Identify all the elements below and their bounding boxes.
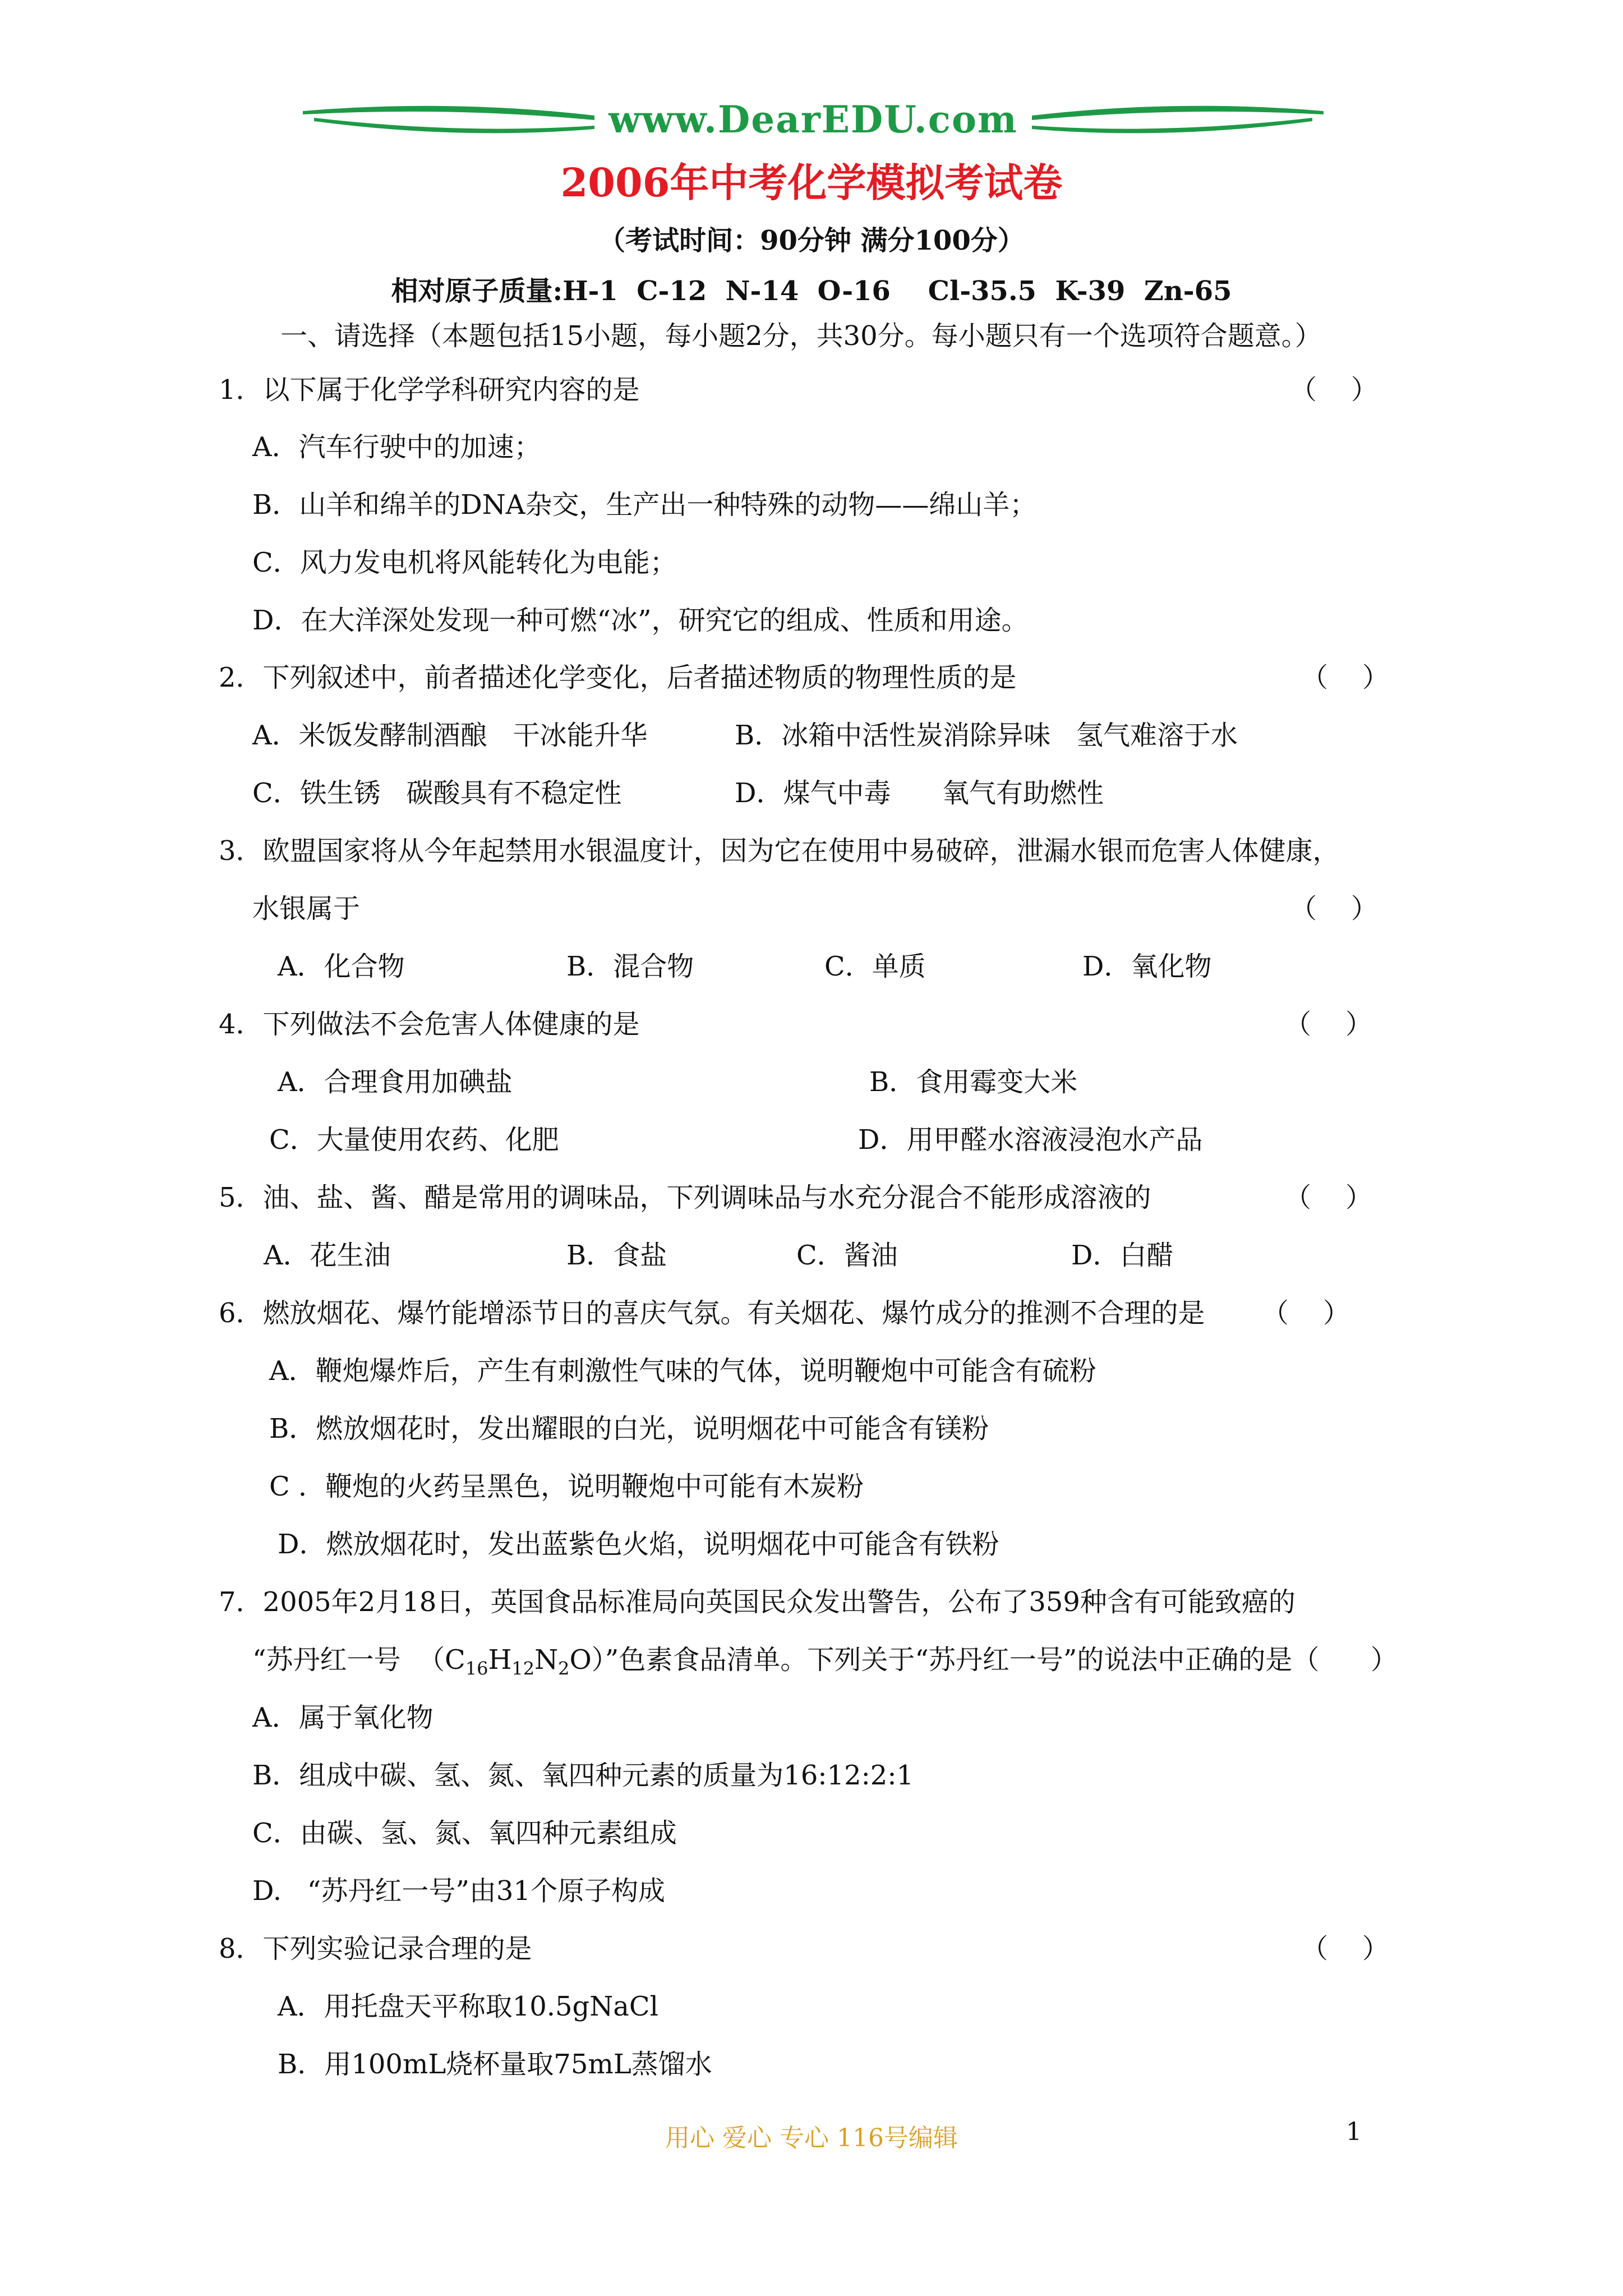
question-7-stem: 7．2005年2月18日，英国食品标准局向英国民众发出警告，公布了359种含有可能致癌的 [219,1586,1295,1618]
answer-blank: （ ） [1262,1297,1350,1329]
answer-blank: （ ） [1290,374,1378,406]
answer-blank: （ ） [1301,662,1390,693]
option: B．冰箱中活性炭消除异味 氢气难溶于水 [735,720,1238,751]
page-title: 2006年中考化学模拟考试卷 [560,159,1063,206]
option: B．用100mL烧杯量取75mL蒸馏水 [278,2049,712,2080]
option: B．燃放烟花时，发出耀眼的白光，说明烟花中可能含有镁粉 [269,1413,989,1444]
option: A．花生油 [264,1240,391,1271]
question-3-stem-cont: 水银属于 [252,893,361,924]
answer-blank: （ ） [1284,1182,1373,1213]
logo-text: www.DearEDU.com [608,98,1018,141]
option: D．煤气中毒 氧气有助燃性 [735,777,1104,809]
option: B．食盐 [566,1240,667,1271]
option: D. “苏丹红一号”由31个原子构成 [252,1875,665,1907]
option: B．混合物 [566,951,694,982]
option: B．食用霉变大米 [869,1066,1078,1098]
question-4-stem: 4．下列做法不会危害人体健康的是 [219,1009,640,1040]
question-6-stem: 6．燃放烟花、爆竹能增添节日的喜庆气氛。有关烟花、爆竹成分的推测不合理的是 [219,1297,1205,1329]
atomic-masses: 相对原子质量:H-1 C-12 N-14 O-16 Cl-35.5 K-39 Zn-65 [391,275,1232,307]
option: C．大量使用农药、化肥 [269,1124,559,1156]
option: C．酱油 [796,1240,898,1271]
option: C．风力发电机将风能转化为电能； [252,547,677,578]
question-3-stem: 3．欧盟国家将从今年起禁用水银温度计，因为它在使用中易破碎，泄漏水银而危害人体健康， [219,835,1340,867]
option: A．用托盘天平称取10.5gNaCl [278,1991,658,2022]
option: A．合理食用加碘盐 [278,1066,513,1098]
option: D．用甲醛水溶液浸泡水产品 [858,1124,1203,1156]
question-5-stem: 5．油、盐、酱、醋是常用的调味品，下列调味品与水充分混合不能形成溶液的 [219,1182,1151,1213]
option: B．组成中碳、氢、氮、氧四种元素的质量为16:12:2:1 [252,1760,914,1791]
question-7-stem-cont: “苏丹红一号 $(C_{16}H_{12}N_2O)$”色素食品清单。下列关于“苏丹红一号”的说法中正确的是（ ） [252,1644,1398,1680]
option: A．化合物 [278,951,405,982]
option: C．由碳、氢、氮、氧四种元素组成 [252,1818,677,1849]
question-2-stem: 2．下列叙述中，前者描述化学变化，后者描述物质的物理性质的是 [219,662,1017,693]
option: A．汽车行驶中的加速； [252,431,541,463]
answer-blank: （ ） [1301,1933,1390,1964]
answer-blank: （ ） [1284,1009,1373,1040]
question-8-stem: 8．下列实验记录合理的是 [219,1933,532,1964]
option: C ．鞭炮的火药呈黑色，说明鞭炮中可能有木炭粉 [269,1471,864,1502]
option: D．白醋 [1071,1240,1174,1271]
option: C．单质 [824,951,926,982]
option: C．铁生锈 碳酸具有不稳定性 [252,777,622,809]
exam-info: （考试时间：90分钟 满分100分） [598,225,1025,256]
page-number: 1 [1346,2118,1362,2146]
option: A．属于氧化物 [252,1702,434,1733]
header-logo [303,95,1324,146]
option: B．山羊和绵羊的DNA杂交，生产出一种特殊的动物——绵山羊； [252,489,1037,521]
answer-blank: （ ） [1290,893,1378,924]
question-1-stem: 1．以下属于化学学科研究内容的是 [219,374,640,406]
option: A．鞭炮爆炸后，产生有刺激性气味的气体，说明鞭炮中可能含有硫粉 [269,1355,1096,1387]
section-heading: 一、请选择（本题包括15小题，每小题2分，共30分。每小题只有一个选项符合题意。） [280,320,1322,352]
option: A．米饭发酵制酒酿 干冰能升华 [252,720,648,751]
option: D．氧化物 [1082,951,1212,982]
footer-text: 用心 爱心 专心 116号编辑 [665,2124,958,2152]
option: D．燃放烟花时，发出蓝紫色火焰，说明烟花中可能含有铁粉 [278,1529,999,1560]
option: D．在大洋深处发现一种可燃“冰”，研究它的组成、性质和用途。 [252,605,1029,636]
